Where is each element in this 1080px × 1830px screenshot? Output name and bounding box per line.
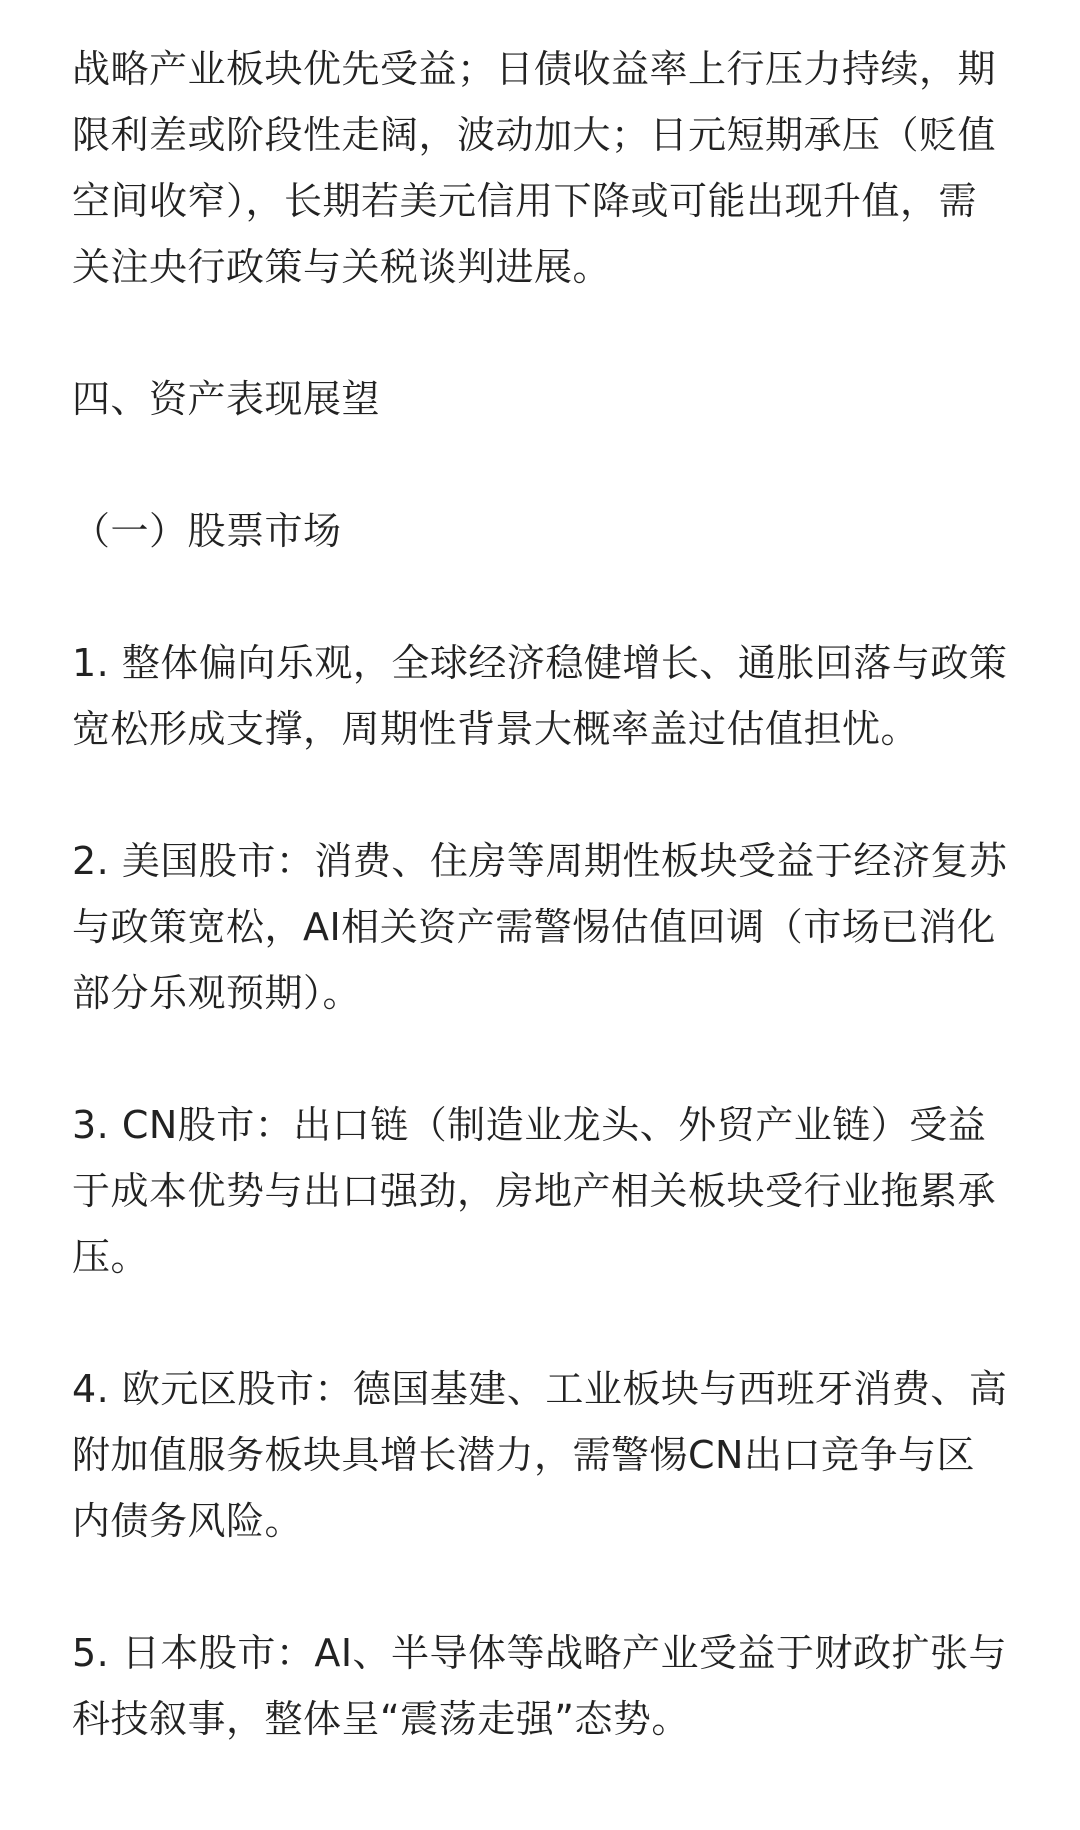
- subsection-heading: （一）股票市场: [72, 509, 342, 553]
- list-item: 1. 整体偏向乐观，全球经济稳健增长、通胀回落与政策宽松形成支撑，周期性背景大概率盖过估值担忧。: [72, 641, 1008, 751]
- list-item: 2. 美国股市：消费、住房等周期性板块受益于经济复苏与政策宽松，AI相关资产需警惕估值回调（市场已消化部分乐观预期）。: [72, 839, 1008, 1015]
- section-heading: 四、资产表现展望: [72, 377, 381, 421]
- article-body: [72, 0, 1008, 1752]
- list-item: 3. CN股市：出口链（制造业龙头、外贸产业链）受益于成本优势与出口强劲，房地产相关板块受行业拖累承压。: [72, 1103, 997, 1279]
- list-item: 4. 欧元区股市：德国基建、工业板块与西班牙消费、高附加值服务板块具增长潜力，需警惕CN出口竞争与区内债务风险。: [72, 1367, 1008, 1543]
- paragraph-intro: 战略产业板块优先受益；日债收益率上行压力持续，期限利差或阶段性走阔，波动加大；日元短期承压（贬值空间收窄），长期若美元信用下降或可能出现升值，需关注央行政策与关税谈判进展。: [72, 47, 997, 289]
- list-item: 5. 日本股市：AI、半导体等战略产业受益于财政扩张与科技叙事，整体呈“震荡走强”态势。: [72, 1631, 1008, 1741]
